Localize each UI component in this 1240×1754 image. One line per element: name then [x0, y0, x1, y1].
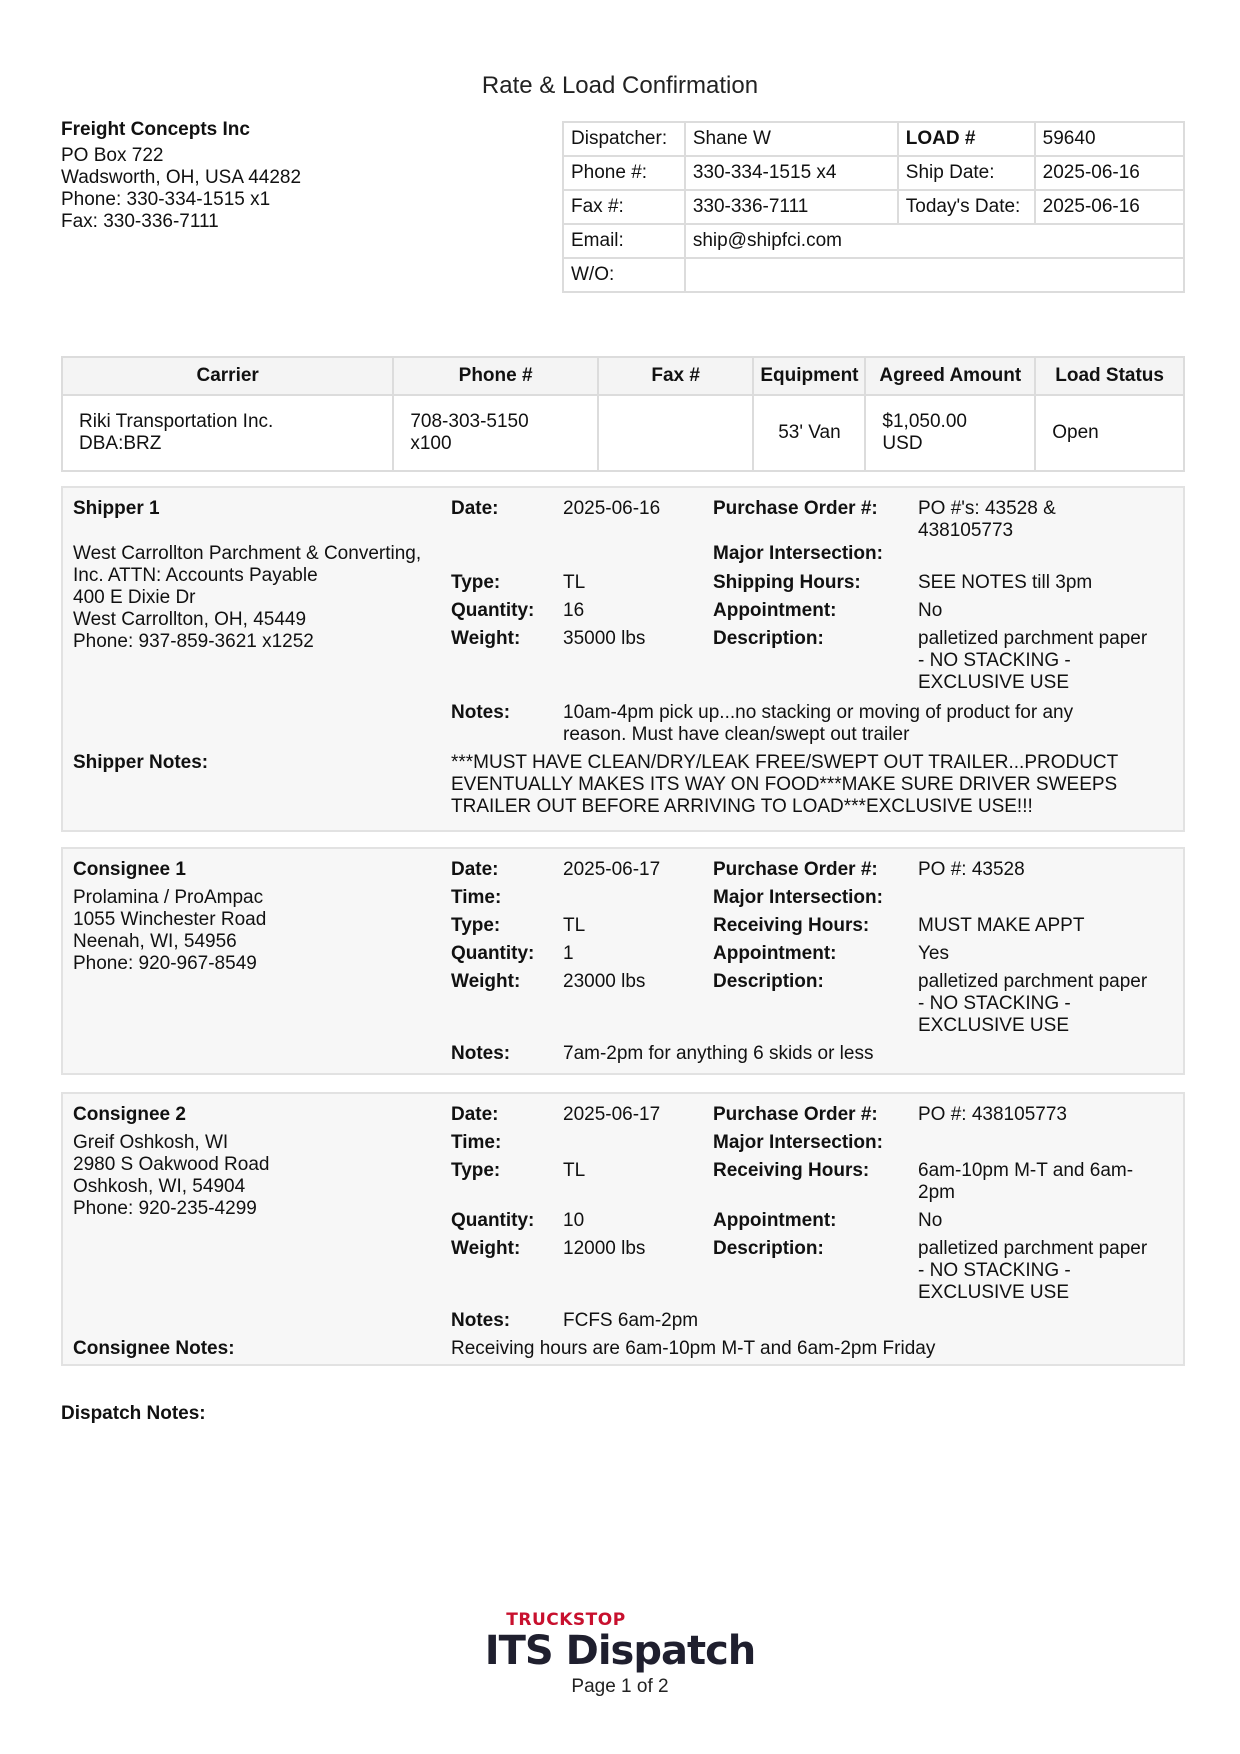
equipment-value: 53' Van [753, 395, 865, 471]
consignee-1-section [61, 847, 1185, 1075]
address-line: 1055 Winchester Road [73, 909, 267, 930]
notes-line: reason. Must have clean/swept out trailer [563, 724, 910, 745]
quantity-label: Quantity: [451, 943, 535, 964]
description-line: - NO STACKING - [918, 1260, 1071, 1281]
load-status-value: Open [1035, 395, 1184, 471]
appointment-label: Appointment: [713, 1210, 837, 1231]
company-block [61, 119, 301, 233]
shipper-notes-label: Shipper Notes: [73, 752, 209, 773]
footer [0, 1610, 1240, 1698]
weight-label: Weight: [451, 1238, 521, 1259]
consignee-notes-label: Consignee Notes: [73, 1338, 235, 1359]
receiving-hours-label: Receiving Hours: [713, 1160, 870, 1181]
ship-date-value: 2025-06-16 [1035, 156, 1184, 190]
carrier-table [61, 356, 1185, 472]
receiving-hours-value [918, 1160, 1133, 1204]
notes-line: 10am-4pm pick up...no stacking or moving of product for any [563, 702, 1074, 723]
carrier-header: Carrier [62, 357, 393, 395]
carrier-name-cell [62, 395, 393, 471]
company-fax: Fax: 330-336-7111 [61, 211, 219, 232]
notes-label: Notes: [451, 702, 511, 723]
description-line: palletized parchment paper [918, 628, 1148, 649]
notes-value: FCFS 6am-2pm [563, 1310, 699, 1331]
carrier-phone: 708-303-5150 [410, 411, 529, 432]
type-label: Type: [451, 572, 501, 593]
consignee-notes-value: Receiving hours are 6am-10pm M-T and 6am-2pm Friday [451, 1338, 936, 1359]
weight-label: Weight: [451, 628, 521, 649]
date-value: 2025-06-17 [563, 1104, 661, 1125]
shipping-hours-value: SEE NOTES till 3pm [918, 572, 1093, 593]
load-number-label: LOAD # [898, 122, 1035, 156]
type-label: Type: [451, 1160, 501, 1181]
page-number: Page 1 of 2 [571, 1676, 669, 1697]
description-label: Description: [713, 628, 824, 649]
carrier-phone-ext: x100 [410, 433, 452, 454]
shipper-notes-line: TRAILER OUT BEFORE ARRIVING TO LOAD***EXCLUSIVE USE!!! [451, 796, 1033, 817]
time-label: Time: [451, 1132, 502, 1153]
description-line: palletized parchment paper [918, 971, 1148, 992]
truckstop-logo-text: TRUCKSTOP [506, 1610, 626, 1630]
quantity-value: 16 [563, 600, 585, 621]
po-label: Purchase Order #: [713, 1104, 878, 1125]
quantity-label: Quantity: [451, 600, 535, 621]
wo-label: W/O: [563, 258, 685, 292]
date-value: 2025-06-17 [563, 859, 661, 880]
shipper-1-section [61, 486, 1185, 832]
major-intersection-label: Major Intersection: [713, 887, 883, 908]
agreed-amount-currency: USD [882, 433, 923, 454]
carrier-phone-header: Phone # [393, 357, 598, 395]
po-value [918, 498, 1056, 542]
todays-date-label: Today's Date: [898, 190, 1035, 224]
dispatch-info-table [562, 121, 1185, 293]
shipper-notes-line: EVENTUALLY MAKES ITS WAY ON FOOD***MAKE SURE DRIVER SWEEPS [451, 774, 1118, 795]
appointment-value: No [918, 600, 943, 621]
receiving-hours-value: MUST MAKE APPT [918, 915, 1085, 936]
company-address-line: Wadsworth, OH, USA 44282 [61, 167, 302, 188]
shipper-notes-value [451, 752, 1118, 818]
type-value: TL [563, 572, 586, 593]
notes-value: 7am-2pm for anything 6 skids or less [563, 1043, 874, 1064]
agreed-amount-cell [865, 395, 1035, 471]
email-label: Email: [563, 224, 685, 258]
dispatcher-value: Shane W [685, 122, 898, 156]
date-label: Date: [451, 859, 499, 880]
description-line: EXCLUSIVE USE [918, 1282, 1069, 1303]
address-phone: Phone: 937-859-3621 x1252 [73, 631, 314, 652]
todays-date-value: 2025-06-16 [1035, 190, 1184, 224]
dispatcher-label: Dispatcher: [563, 122, 685, 156]
appointment-label: Appointment: [713, 600, 837, 621]
address-line: 2980 S Oakwood Road [73, 1154, 270, 1175]
stop-title: Shipper 1 [73, 498, 160, 519]
quantity-value: 10 [563, 1210, 585, 1231]
appointment-label: Appointment: [713, 943, 837, 964]
time-label: Time: [451, 887, 502, 908]
description-line: palletized parchment paper [918, 1238, 1148, 1259]
type-label: Type: [451, 915, 501, 936]
type-value: TL [563, 1160, 586, 1181]
notes-label: Notes: [451, 1043, 511, 1064]
po-line: PO #'s: 43528 & [918, 498, 1056, 519]
page-title: Rate & Load Confirmation [481, 72, 759, 99]
weight-value: 12000 lbs [563, 1238, 646, 1259]
dispatch-notes-label: Dispatch Notes: [61, 1403, 206, 1424]
appointment-value: No [918, 1210, 943, 1231]
po-label: Purchase Order #: [713, 859, 878, 880]
description-value [918, 971, 1147, 1037]
consignee-2-section [61, 1092, 1185, 1366]
weight-label: Weight: [451, 971, 521, 992]
address-line: Inc. ATTN: Accounts Payable [73, 565, 318, 586]
carrier-phone-cell [393, 395, 598, 471]
dispatch-fax-label: Fax #: [563, 190, 685, 224]
po-label: Purchase Order #: [713, 498, 878, 519]
weight-value: 35000 lbs [563, 628, 646, 649]
weight-value: 23000 lbs [563, 971, 646, 992]
description-line: - NO STACKING - [918, 993, 1071, 1014]
equipment-header: Equipment [753, 357, 865, 395]
shipper-notes-line: ***MUST HAVE CLEAN/DRY/LEAK FREE/SWEPT OUT TRAILER...PRODUCT [451, 752, 1119, 773]
quantity-label: Quantity: [451, 1210, 535, 1231]
po-line: 438105773 [918, 520, 1014, 541]
carrier-fax-header: Fax # [598, 357, 754, 395]
address-phone: Phone: 920-967-8549 [73, 953, 257, 974]
po-value: PO #: 438105773 [918, 1104, 1067, 1125]
major-intersection-label: Major Intersection: [713, 1132, 883, 1153]
dispatch-phone-label: Phone #: [563, 156, 685, 190]
receiving-hours-line: 6am-10pm M-T and 6am- [918, 1160, 1134, 1181]
stop-title: Consignee 1 [73, 859, 186, 880]
stop-address [73, 543, 421, 653]
stop-address [73, 1132, 269, 1220]
description-value [918, 628, 1147, 694]
notes-value [563, 702, 1073, 746]
carrier-fax [598, 395, 754, 471]
its-dispatch-logo-text: ITS Dispatch [484, 1628, 756, 1674]
major-intersection-label: Major Intersection: [713, 543, 883, 564]
po-value: PO #: 43528 [918, 859, 1025, 880]
company-address-line: PO Box 722 [61, 145, 164, 166]
ship-date-label: Ship Date: [898, 156, 1035, 190]
description-label: Description: [713, 1238, 824, 1259]
description-line: - NO STACKING - [918, 650, 1071, 671]
dispatch-phone-value: 330-334-1515 x4 [685, 156, 898, 190]
address-line: West Carrollton, OH, 45449 [73, 609, 307, 630]
address-line: Neenah, WI, 54956 [73, 931, 237, 952]
address-line: 400 E Dixie Dr [73, 587, 196, 608]
type-value: TL [563, 915, 586, 936]
date-label: Date: [451, 498, 499, 519]
carrier-dba: DBA:BRZ [79, 433, 162, 454]
date-value: 2025-06-16 [563, 498, 661, 519]
agreed-amount-header: Agreed Amount [865, 357, 1035, 395]
receiving-hours-line: 2pm [918, 1182, 955, 1203]
address-line: Oshkosh, WI, 54904 [73, 1176, 246, 1197]
stop-address [73, 887, 266, 975]
load-status-header: Load Status [1035, 357, 1184, 395]
address-line: Prolamina / ProAmpac [73, 887, 264, 908]
company-phone: Phone: 330-334-1515 x1 [61, 189, 271, 210]
wo-value [685, 258, 1184, 292]
agreed-amount: $1,050.00 [882, 411, 967, 432]
description-line: EXCLUSIVE USE [918, 1015, 1069, 1036]
address-line: West Carrollton Parchment & Converting, [73, 543, 422, 564]
email-value: ship@shipfci.com [685, 224, 1184, 258]
appointment-value: Yes [918, 943, 949, 964]
load-number-value: 59640 [1035, 122, 1184, 156]
description-line: EXCLUSIVE USE [918, 672, 1069, 693]
address-line: Greif Oshkosh, WI [73, 1132, 229, 1153]
dispatch-fax-value: 330-336-7111 [685, 190, 898, 224]
date-label: Date: [451, 1104, 499, 1125]
address-phone: Phone: 920-235-4299 [73, 1198, 257, 1219]
quantity-value: 1 [563, 943, 574, 964]
shipping-hours-label: Shipping Hours: [713, 572, 861, 593]
carrier-name: Riki Transportation Inc. [79, 411, 274, 432]
stop-title: Consignee 2 [73, 1104, 186, 1125]
company-name: Freight Concepts Inc [61, 119, 250, 140]
notes-label: Notes: [451, 1310, 511, 1331]
receiving-hours-label: Receiving Hours: [713, 915, 870, 936]
description-value [918, 1238, 1147, 1304]
description-label: Description: [713, 971, 824, 992]
